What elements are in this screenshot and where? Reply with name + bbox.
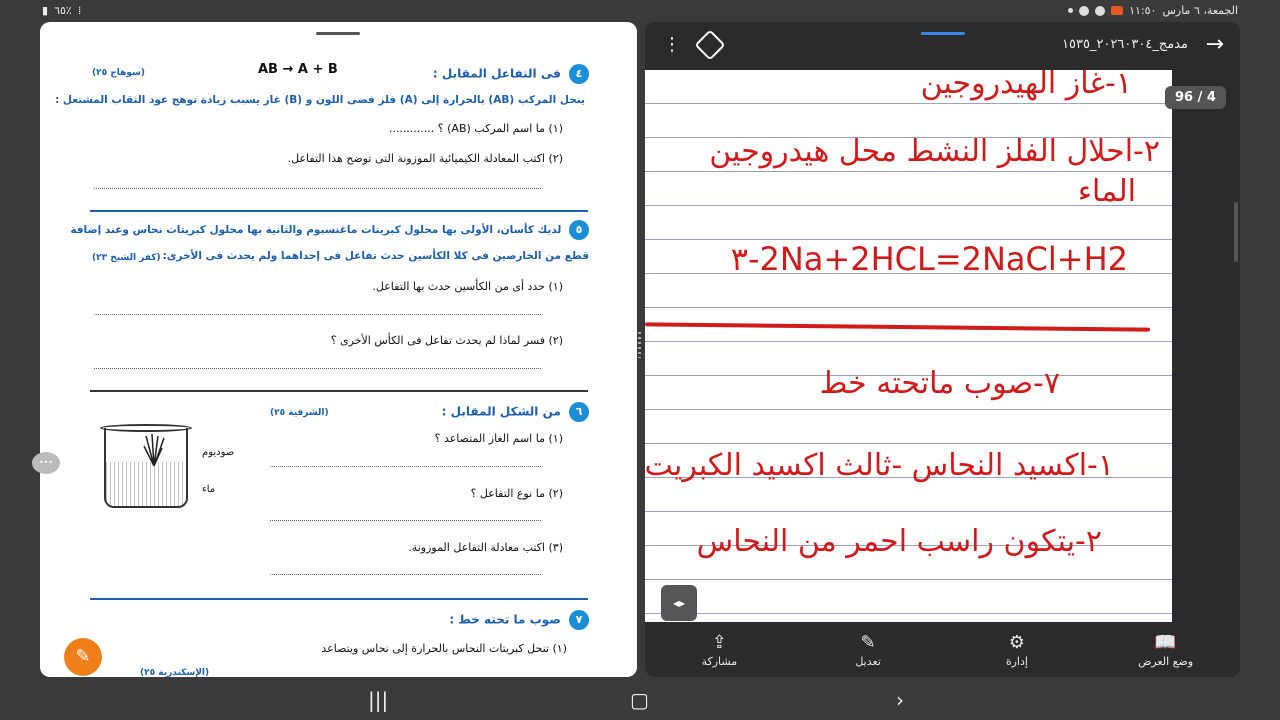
notification-dot-icon — [1068, 8, 1073, 13]
note-line: الماء — [1077, 174, 1136, 209]
question-7-title — [449, 610, 589, 630]
note-line: ١-غاز الهيدروجين — [920, 70, 1132, 101]
sodium-reaction-icon — [142, 432, 166, 466]
side-page-indicator[interactable]: ••• — [32, 452, 60, 474]
sub-question: (١) ما اسم الغاز المتصاعد ؟ — [434, 432, 563, 445]
back-arrow-icon[interactable]: → — [1205, 32, 1224, 57]
manage-icon: ⚙ — [1008, 631, 1025, 653]
question-stem: ينحل المركب (AB) بالحرارة إلى (A) فلز فضى اللون و (B) غاز يسبب زيادة توهج عود الثقاب المشتعل : — [55, 94, 585, 106]
question-title-text: من الشكل المقابل : — [441, 404, 561, 419]
question-number-badge: ٦ — [569, 402, 589, 422]
question-source: (الشرقية ٢٥) — [270, 408, 329, 418]
edit-icon: ✎ — [860, 631, 876, 653]
home-icon[interactable]: ▢ — [630, 688, 649, 712]
handwritten-notes-page[interactable] — [645, 70, 1172, 622]
manage-button[interactable] — [957, 632, 1077, 668]
sub-question: (١) ما اسم المركب (AB) ؟ ............. — [388, 122, 563, 135]
worksheet-page — [40, 22, 637, 677]
view-mode-label: وضع العرض — [1138, 654, 1194, 668]
answer-line — [94, 188, 541, 189]
more-options-icon[interactable]: ⋮ — [663, 34, 681, 55]
rotate-icon[interactable] — [694, 29, 725, 60]
question-5-stem — [70, 220, 589, 240]
answer-line — [270, 466, 541, 467]
page-counter-badge: 96 / 4 — [1165, 86, 1226, 109]
edit-pen-button[interactable]: ✎ — [64, 638, 102, 676]
manage-label: إدارة — [1005, 654, 1028, 668]
window-drag-handle[interactable] — [921, 32, 965, 35]
question-number-badge: ٤ — [569, 64, 589, 84]
sub-question: (١) تنحل كبريتات النحاس بالحرارة إلى نحاس ويتصاعد — [321, 642, 567, 655]
question-title-text: فى التفاعل المقابل : — [432, 66, 561, 81]
status-right — [1068, 4, 1238, 17]
note-line: ٢-احلال الفلز النشط محل هيدروجين — [709, 134, 1160, 169]
right-window-notes[interactable] — [645, 22, 1240, 677]
sub-question: (٢) اكتب المعادلة الكيميائية الموزونة التى توضح هذا التفاعل. — [287, 152, 563, 165]
status-date: الجمعة، ٦ مارس — [1162, 4, 1238, 17]
left-window-document[interactable] — [40, 22, 637, 677]
answer-line — [94, 368, 541, 369]
reaction-equation: AB → A + B — [258, 62, 338, 77]
share-button[interactable] — [659, 632, 779, 668]
figure-label-sodium: صوديوم — [202, 447, 235, 458]
question-6-title — [442, 402, 589, 422]
status-left — [42, 4, 81, 17]
handwritten-divider-line — [645, 322, 1150, 331]
answer-line — [270, 520, 541, 521]
figure-label-water: ماء — [202, 484, 216, 495]
question-source: (الإسكندرية ٢٥) — [140, 668, 210, 677]
question-number-badge: ٧ — [569, 610, 589, 630]
app-icon — [1095, 6, 1105, 16]
question-number-badge: ٥ — [569, 220, 589, 240]
notes-bottom-bar — [645, 622, 1240, 677]
sub-question: (٢) ما نوع التفاعل ؟ — [470, 487, 563, 500]
note-line: ١-اكسيد النحاس -ثالث اكسيد الكبريت — [645, 448, 1114, 483]
section-divider — [90, 210, 588, 212]
section-divider — [90, 598, 588, 600]
answer-line — [94, 314, 541, 315]
question-stem-line: قطع من الخارصين فى كلا الكأسين حدث تفاعل فى إحداهما ولم يحدث فى الأخرى: — [162, 250, 589, 262]
question-source: (كفر الشيخ ٢٣) — [92, 253, 161, 263]
note-equation: ٣-2Na+2HCL=2NaCl+H2 — [730, 240, 1128, 278]
battery-level: ٦٥٪ — [54, 4, 72, 17]
edit-button[interactable] — [808, 632, 928, 668]
edit-label: تعديل — [855, 654, 881, 668]
split-screen-divider[interactable] — [638, 332, 641, 358]
share-label: مشاركة — [701, 654, 738, 668]
answer-line — [270, 574, 541, 575]
question-source: (سوهاج ٢٥) — [92, 68, 145, 78]
status-time: ١١:٥٠ — [1129, 4, 1157, 17]
note-line: ٧-صوب ماتحته خط — [819, 366, 1060, 401]
notes-toolbar — [645, 22, 1240, 70]
section-divider — [90, 390, 588, 392]
record-icon — [1111, 6, 1123, 15]
page-nav-arrows-button[interactable]: ◂▸ — [661, 585, 697, 621]
app-icon — [1079, 6, 1089, 16]
scrollbar[interactable] — [1234, 202, 1238, 262]
water-fill — [106, 462, 186, 506]
book-icon: 📖 — [1154, 631, 1177, 653]
question-stem-line: لديك كأسان، الأولى بها محلول كبريتات ماغنسيوم والثانية بها محلول كبريتات نحاس وعند إضافة — [70, 224, 562, 236]
question-title-text: صوب ما تحته خط : — [449, 612, 561, 627]
system-navigation-bar — [0, 684, 1280, 720]
status-bar — [0, 0, 1280, 22]
share-icon: ⇪ — [711, 631, 727, 653]
question-4-title — [433, 64, 589, 84]
recent-apps-icon[interactable]: ||| — [368, 688, 389, 712]
back-icon[interactable]: › — [896, 688, 904, 712]
view-mode-button[interactable] — [1106, 632, 1226, 668]
document-title: مدمج_٢٠٢٦٠٣٠٤_١٥٣٥ — [1062, 37, 1188, 52]
sub-question: (٢) فسر لماذا لم يحدث تفاعل فى الكأس الأخرى ؟ — [330, 334, 563, 347]
note-line: ٢-يتكون راسب احمر من النحاس — [696, 524, 1102, 559]
battery-icon: ▮ — [42, 4, 49, 17]
sub-question: (١) حدد أى من الكأسين حدث بها التفاعل. — [372, 280, 563, 293]
signal-icon: ⁞ — [77, 4, 82, 17]
sub-question: (٣) اكتب معادلة التفاعل الموزونة. — [408, 541, 563, 554]
